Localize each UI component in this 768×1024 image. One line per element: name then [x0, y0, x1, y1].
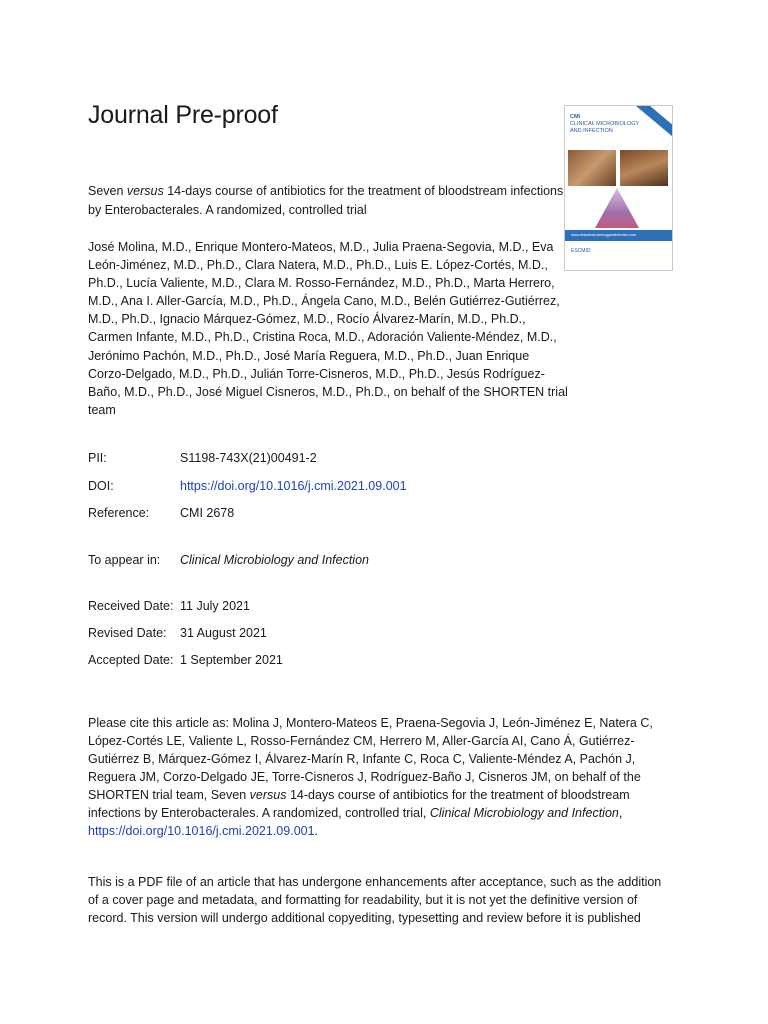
pii-value: S1198-743X(21)00491-2: [180, 451, 317, 465]
page-title: Journal Pre-proof: [88, 101, 278, 129]
cover-photo-right: [620, 150, 668, 186]
reference-label: Reference:: [88, 506, 150, 520]
meta-accepted: [88, 653, 283, 667]
journal-cover-image: [564, 105, 673, 271]
citation-sep: ,: [618, 806, 623, 820]
received-value: 11 July 2021: [180, 599, 250, 613]
citation-paragraph: [88, 714, 670, 840]
citation-doi-link[interactable]: https://doi.org/10.1016/j.cmi.2021.09.001: [88, 824, 315, 838]
doi-link[interactable]: https://doi.org/10.1016/j.cmi.2021.09.001: [180, 479, 407, 493]
author-list: José Molina, M.D., Enrique Montero-Mateos, M.D., Julia Praena-Segovia, M.D., Eva León-Jiménez, M.D., Ph.D., Clara Natera, M.D., Ph.D., Luis E. López-Cortés, M.D., Ph.D., Lucía Valiente, M.D., Clara M. Rosso-Fernández, M.D., Ph.D., Marta Herrero, M.D., Ana I. Aller-García, M.D., Ph.D., Ángela Cano, M.D., Belén Gutiérrez-Gutiérrez, M.D., Ph.D., Ignacio Márquez-Gómez, M.D., Rocío Álvarez-Marín, M.D., Ph.D., Carmen Infante, M.D., Ph.D., Cristina Roca, M.D., Adoración Valiente-Méndez, M.D., Jerónimo Pachón, M.D., Ph.D., José María Reguera, M.D., Ph.D., Juan Enrique Corzo-Delgado, M.D., Ph.D., Julián Torre-Cisneros, M.D., Ph.D., Jesús Rodríguez-Baño, M.D., Ph.D., José Miguel Cisneros, M.D., Ph.D., on behalf of the SHORTEN trial team: [88, 240, 568, 417]
received-label: Received Date:: [88, 599, 174, 613]
cover-title: CLINICAL MICROBIOLOGY AND INFECTION: [570, 121, 640, 134]
citation-journal: Clinical Microbiology and Infection: [429, 806, 619, 820]
accepted-value: 1 September 2021: [180, 653, 283, 667]
meta-reference: [88, 506, 234, 520]
article-title-part1: Seven: [88, 184, 127, 198]
pdf-notice-paragraph: This is a PDF file of an article that has undergone enhancements after acceptance, such as the addition of a cover page and metadata, and formatting for readability, but it is not yet the definitive version of record. This version will undergo additional copyediting, typesetting and review before it is published: [88, 875, 662, 925]
citation-end: .: [314, 824, 319, 838]
citation-part1: Please cite this article as: Molina J, Montero-Mateos E, Praena-Segovia J, León-Jiménez E, Natera C, López-Cortés LE, Valiente L, Rosso-Fernández CM, Herrero M, Aller-García AI, Cano Á, Gutiérrez-Gutiérrez B, Márquez-Gómez I, Álvarez-Marín R, Infante C, Roca C, Valiente-Méndez A, Pachón J, Reguera JM, Corzo-Delgado JE, Torre-Cisneros J, Rodríguez-Baño J, Cisneros JM, on behalf of the SHORTEN trial team, Seven: [88, 716, 653, 802]
accepted-label: Accepted Date:: [88, 653, 174, 667]
citation-part2: 14-days course of antibiotics for the treatment of bloodstream infections by Enterobacterales. A randomized, controlled trial,: [88, 788, 630, 820]
meta-appear-in: [88, 553, 369, 567]
cover-photo-left: [568, 150, 616, 186]
article-title-italic: versus: [126, 184, 164, 198]
cover-brand: CMI: [570, 114, 581, 120]
revised-label: Revised Date:: [88, 626, 167, 640]
citation-italic: versus: [249, 788, 287, 802]
article-title: [88, 182, 568, 220]
appear-label: To appear in:: [88, 553, 161, 567]
cover-footer-logo: ESCMID: [571, 248, 591, 254]
reference-value: CMI 2678: [180, 506, 235, 520]
meta-doi: [88, 479, 407, 493]
cover-pyramid-graphic: [595, 188, 639, 228]
appear-value: Clinical Microbiology and Infection: [180, 553, 369, 567]
meta-received: [88, 599, 250, 613]
meta-revised: [88, 626, 267, 640]
meta-pii: [88, 451, 317, 465]
pii-label: PII:: [88, 451, 107, 465]
revised-value: 31 August 2021: [180, 626, 267, 640]
article-title-part2: 14-days course of antibiotics for the treatment of bloodstream infections by Enterobacterales. A randomized, controlled trial: [88, 184, 564, 217]
doi-label: DOI:: [88, 479, 114, 493]
cover-band-text: www.clinicalmicrobiologyandinfection.com: [571, 233, 636, 237]
